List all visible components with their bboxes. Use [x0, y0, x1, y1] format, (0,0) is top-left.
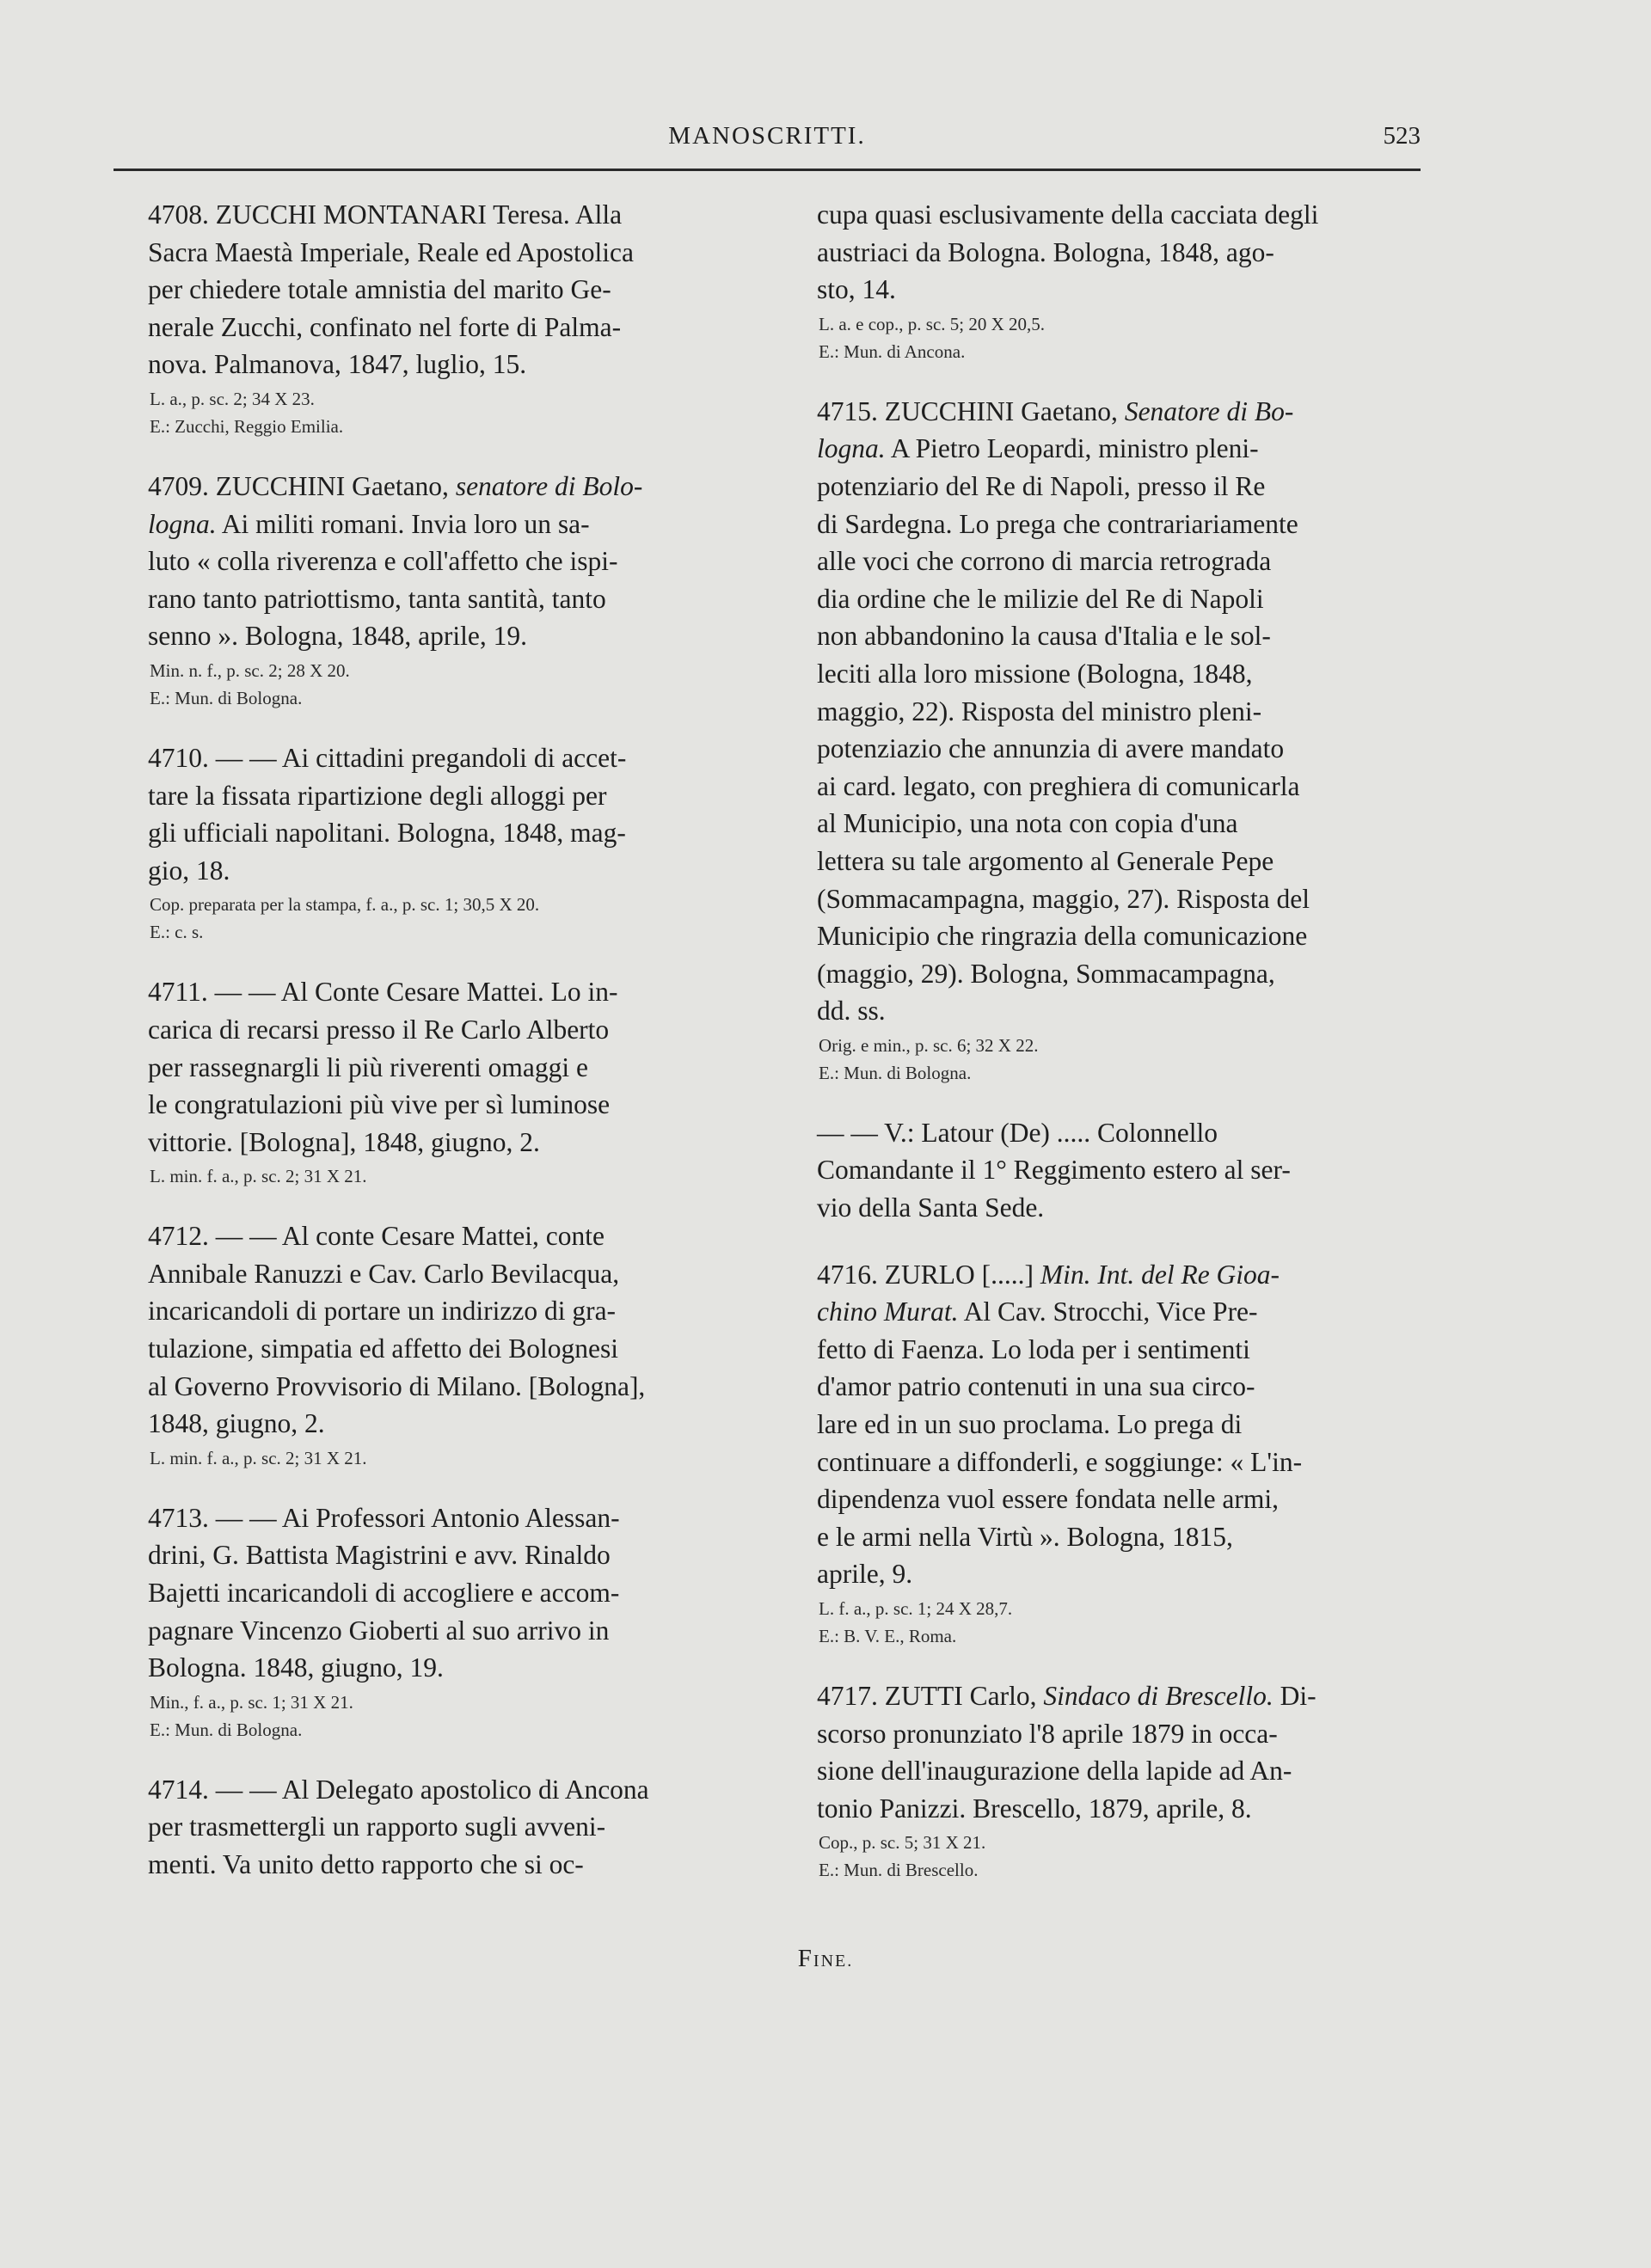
running-title: MANOSCRITTI.: [668, 122, 866, 150]
entry-line: dia ordine che le milizie del Re di Napoli: [817, 583, 1264, 614]
page-header: [114, 119, 1421, 162]
entry-title-italic: chino Murat.: [817, 1296, 959, 1327]
entry-meta: Orig. e min., p. sc. 6; 32 X 22.: [819, 1034, 1039, 1056]
entry-line: tulazione, simpatia ed affetto dei Bolognesi: [148, 1333, 619, 1364]
entry-line: carica di recarsi presso il Re Carlo Alberto: [148, 1014, 610, 1045]
entry-line: [148, 468, 784, 506]
entry-line: per chiedere totale amnistia del marito Ge-: [148, 274, 611, 305]
entry-location: E.: B. V. E., Roma.: [819, 1626, 957, 1646]
entry-location: E.: Mun. di Bologna.: [150, 687, 303, 708]
entry-line: alle voci che corrono di marcia retrograda: [817, 546, 1272, 577]
entry-line: tare la fissata ripartizione degli alloggi per: [148, 780, 607, 811]
end-mark-initial: F: [797, 1945, 813, 1972]
entry-head: 4709. ZUCCHINI Gaetano,: [148, 470, 449, 501]
entry-line: 4711. — — Al Conte Cesare Mattei. Lo in-: [148, 977, 618, 1008]
entry-line: gio, 18.: [148, 855, 230, 886]
entry-line: Bajetti incaricandoli di accogliere e accom-: [148, 1578, 620, 1609]
entry-line: 1848, giugno, 2.: [148, 1408, 325, 1439]
right-column: [817, 196, 1453, 1911]
entry-line: 4714. — — Al Delegato apostolico di Ancona: [148, 1774, 649, 1805]
entry-line: al Municipio, una nota con copia d'una: [817, 808, 1238, 839]
entry-head: 4717. ZUTTI Carlo,: [817, 1681, 1037, 1711]
entry-line: dipendenza vuol essere fondata nelle armi,: [817, 1484, 1280, 1515]
entry-line: lettera su tale argomento al Generale Pepe: [817, 845, 1274, 876]
entry-line: (Sommacampagna, maggio, 27). Risposta del: [817, 883, 1310, 914]
entry-line: continuare a diffonderli, e soggiunge: « L'in-: [817, 1446, 1303, 1477]
entry-head: 4716. ZURLO [.....]: [817, 1259, 1034, 1290]
entry-text: Ai militi romani. Invia loro un sa-: [221, 508, 590, 539]
entry-title-italic: Min. Int. del Re Gioa-: [1040, 1259, 1280, 1290]
page-number: 523: [1383, 122, 1421, 150]
entry-line: le congratulazioni più vive per sì luminose: [148, 1089, 611, 1120]
entry-4710: [148, 739, 784, 944]
left-column: [148, 196, 784, 1913]
entry-meta: L. f. a., p. sc. 1; 24 X 28,7.: [819, 1598, 1013, 1619]
entry-4711: [148, 973, 784, 1188]
entry-location: E.: Mun. di Ancona.: [819, 340, 966, 362]
entry-line: senno ». Bologna, 1848, aprile, 19.: [148, 621, 527, 652]
entry-line: 4708. ZUCCHI MONTANARI Teresa. Alla: [148, 199, 623, 230]
entry-meta: Cop., p. sc. 5; 31 X 21.: [819, 1832, 986, 1854]
entry-line: ai card. legato, con preghiera di comunicarla: [817, 770, 1300, 801]
entry-line: nerale Zucchi, confinato nel forte di Palma-: [148, 311, 622, 342]
header-rule: [114, 169, 1421, 171]
entry-line: Bologna. 1848, giugno, 19.: [148, 1652, 444, 1683]
entry-text: Di-: [1280, 1681, 1317, 1711]
entry-line: nova. Palmanova, 1847, luglio, 15.: [148, 349, 527, 380]
entry-4708: [148, 196, 784, 438]
entry-4712: [148, 1217, 784, 1470]
entry-line: 4712. — — Al conte Cesare Mattei, conte: [148, 1221, 605, 1252]
entry-meta: Min. n. f., p. sc. 2; 28 X 20.: [150, 659, 350, 681]
entry-line: [148, 506, 784, 543]
entry-line: d'amor patrio contenuti in una sua circo-: [817, 1371, 1255, 1402]
entry-line: maggio, 22). Risposta del ministro pleni-: [817, 696, 1262, 726]
entry-line: [817, 1677, 1453, 1715]
entry-4717: [817, 1677, 1453, 1882]
entry-4709: [148, 468, 784, 710]
entry-4714: [148, 1771, 784, 1884]
entry-line: cupa quasi esclusivamente della cacciata degli: [817, 199, 1319, 230]
entry-line: Municipio che ringrazia della comunicazione: [817, 921, 1308, 952]
entry-line: 4713. — — Ai Professori Antonio Alessan-: [148, 1502, 620, 1533]
entry-line: sione dell'inaugurazione della lapide ad An-: [817, 1756, 1292, 1787]
entry-title-italic: Sindaco di Brescello.: [1043, 1681, 1274, 1711]
entry-meta: Min., f. a., p. sc. 1; 31 X 21.: [150, 1691, 353, 1713]
entry-line: drini, G. Battista Magistrini e avv. Rinaldo: [148, 1540, 611, 1571]
entry-text: Al Cav. Strocchi, Vice Pre-: [963, 1296, 1258, 1327]
entry-text: A Pietro Leopardi, ministro pleni-: [890, 433, 1259, 464]
entry-location: E.: Mun. di Bologna.: [150, 1719, 303, 1740]
entry-line: Comandante il 1° Reggimento estero al ser-: [817, 1155, 1291, 1186]
entry-meta: Cop. preparata per la stampa, f. a., p. sc. 1; 30,5 X 20.: [150, 894, 540, 916]
entry-line: aprile, 9.: [817, 1559, 913, 1590]
entry-4715: [817, 393, 1453, 1085]
entry-line: menti. Va unito detto rapporto che si oc-: [148, 1849, 584, 1879]
entry-location: E.: c. s.: [150, 922, 204, 943]
entry-meta: L. min. f. a., p. sc. 2; 31 X 21.: [150, 1447, 367, 1468]
entry-line: vio della Santa Sede.: [817, 1192, 1045, 1223]
entry-line: fetto di Faenza. Lo loda per i sentimenti: [817, 1333, 1250, 1364]
entry-location: E.: Mun. di Brescello.: [819, 1860, 979, 1881]
entry-line: lare ed in un suo proclama. Lo prega di: [817, 1409, 1243, 1440]
entry-title-italic: Senatore di Bo-: [1124, 395, 1294, 426]
entry-line: di Sardegna. Lo prega che contrariariamente: [817, 508, 1298, 539]
entry-line: potenziazio che annunzia di avere mandato: [817, 733, 1285, 764]
entry-meta: L. a., p. sc. 2; 34 X 23.: [150, 388, 315, 409]
entry-line: luto « colla riverenza e coll'affetto che ispi-: [148, 546, 618, 577]
entry-meta: L. min. f. a., p. sc. 2; 31 X 21.: [150, 1166, 367, 1187]
entry-line: dd. ss.: [817, 996, 886, 1027]
end-mark-rest: INE.: [813, 1952, 854, 1971]
entry-location: E.: Zucchi, Reggio Emilia.: [150, 415, 344, 437]
entry-line: [817, 430, 1453, 468]
entry-line: e le armi nella Virtù ». Bologna, 1815,: [817, 1521, 1233, 1552]
entry-title-italic: logna.: [817, 433, 886, 464]
entry-line: — — V.: Latour (De) ..... Colonnello: [817, 1117, 1218, 1148]
entry-line: gli ufficiali napolitani. Bologna, 1848, mag-: [148, 818, 626, 849]
entry-4716: [817, 1256, 1453, 1648]
entry-head: 4715. ZUCCHINI Gaetano,: [817, 395, 1118, 426]
entry-location: E.: Mun. di Bologna.: [819, 1062, 972, 1083]
entry-line: potenziario del Re di Napoli, presso il Re: [817, 470, 1266, 501]
entry-line: leciti alla loro missione (Bologna, 1848,: [817, 658, 1253, 689]
entry-line: scorso pronunziato l'8 aprile 1879 in occa-: [817, 1718, 1278, 1749]
entry-line: al Governo Provvisorio di Milano. [Bologna],: [148, 1370, 646, 1401]
entry-line: Annibale Ranuzzi e Cav. Carlo Bevilacqua,: [148, 1258, 620, 1289]
entry-line: Sacra Maestà Imperiale, Reale ed Apostolica: [148, 236, 635, 267]
entry-line: per rassegnargli li più riverenti omaggi e: [148, 1051, 589, 1082]
entry-line: incaricandoli di portare un indirizzo di gra-: [148, 1296, 617, 1327]
entry-line: [817, 1256, 1453, 1294]
entry-line: tonio Panizzi. Brescello, 1879, aprile, 8.: [817, 1793, 1252, 1824]
entry-line: austriaci da Bologna. Bologna, 1848, ago-: [817, 236, 1274, 267]
entry-line: sto, 14.: [817, 274, 896, 305]
end-mark: [0, 1945, 1651, 1973]
entry-latour-reference: [817, 1114, 1453, 1227]
entry-line: (maggio, 29). Bologna, Sommacampagna,: [817, 958, 1275, 989]
entry-meta: L. a. e cop., p. sc. 5; 20 X 20,5.: [819, 313, 1046, 334]
entry-line: [817, 393, 1453, 431]
entry-line: pagnare Vincenzo Gioberti al suo arrivo in: [148, 1615, 610, 1646]
entry-line: vittorie. [Bologna], 1848, giugno, 2.: [148, 1126, 540, 1157]
entry-line: 4710. — — Ai cittadini pregandoli di accet-: [148, 742, 627, 773]
entry-line: [817, 1293, 1453, 1331]
entry-4713: [148, 1499, 784, 1742]
entry-line: rano tanto patriottismo, tanta santità, tanto: [148, 583, 606, 614]
entry-4714-continued: [817, 196, 1453, 364]
entry-title-italic: senatore di Bolo-: [455, 470, 643, 501]
entry-title-italic: logna.: [148, 508, 217, 539]
entry-line: non abbandonino la causa d'Italia e le sol-: [817, 621, 1271, 652]
entry-line: per trasmettergli un rapporto sugli avveni-: [148, 1811, 606, 1842]
